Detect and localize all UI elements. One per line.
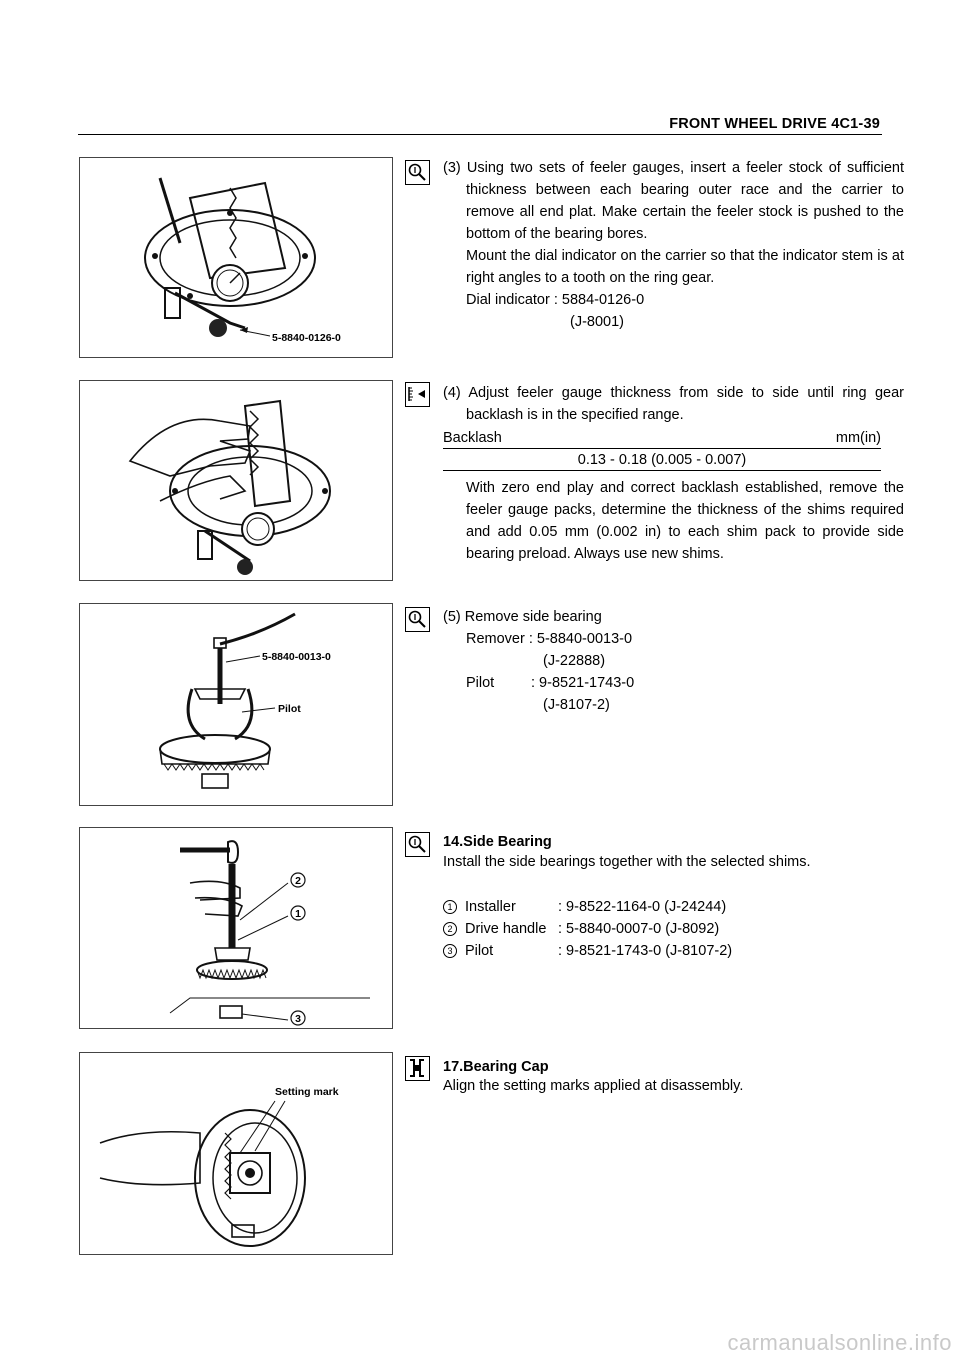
page-title: FRONT WHEEL DRIVE 4C1-39: [669, 116, 880, 132]
assemble-align-icon: [405, 1056, 430, 1081]
step14-title: 14.Side Bearing: [443, 834, 552, 850]
item-value: : 9-8521-1743-0 (J-8107-2): [558, 943, 733, 959]
step3-dial-mount: Mount the dial indicator on the carrier so that the indicator stem is at right angles to a tooth on the ring gear.: [466, 248, 904, 286]
step3-tool-alt: (J-8001): [570, 314, 624, 330]
fig-callout-installer: 1: [295, 908, 301, 920]
item-name: Installer: [465, 899, 516, 915]
backlash-unit: mm(in): [835, 430, 881, 446]
step5-pilot-name: Pilot: [466, 675, 495, 691]
fig-callout-drive-handle: 2: [295, 875, 301, 887]
fig-label-pilot: Pilot: [278, 703, 301, 715]
step5-pilot-num: : 9-8521-1743-0: [531, 675, 635, 691]
step17-title: 17.Bearing Cap: [443, 1059, 549, 1075]
step5-remover: Remover : 5-8840-0013-0: [466, 631, 633, 647]
step5-pilot-alt: (J-8107-2): [543, 697, 610, 713]
backlash-label: Backlash: [443, 430, 502, 446]
magnify-inspect-icon: [405, 607, 430, 632]
magnify-inspect-icon: [405, 160, 430, 185]
fig-label-setting-mark: Setting mark: [275, 1086, 339, 1098]
figure-install-side-bearing: [79, 827, 393, 1029]
step3-instruction: (3) Using two sets of feeler gauges, insert a feeler stock of sufficient thickness between each bearing outer race and the carrier to remove all end plat. Make certain the feeler stock is pushed to the bottom of the bearing bores.: [443, 160, 904, 242]
fig-callout-pilot: 3: [295, 1013, 301, 1025]
step17-instruction: Align the setting marks applied at disassembly.: [443, 1078, 744, 1094]
step3-tool-line: Dial indicator : 5884-0126-0: [466, 292, 645, 308]
figure-bearing-cap: [79, 1052, 393, 1255]
item-number: 2: [443, 922, 457, 936]
fig-label-remover: 5-8840-0013-0: [262, 651, 331, 663]
backlash-value: 0.13 - 0.18 (0.005 - 0.007): [577, 452, 747, 468]
backlash-spec-header: [443, 428, 881, 448]
step4-preload-note: With zero end play and correct backlash established, remove the feeler gauge packs, determine the thickness of the shims required and add 0.05 mm (0.002 in) to each shim pack to provide side bearing preload. Always use new shims.: [466, 480, 904, 562]
spec-divider: [443, 470, 881, 471]
figure-remove-side-bearing: [79, 603, 393, 806]
item-number: 3: [443, 944, 457, 958]
step14-item: [443, 896, 726, 918]
step14-item: [443, 940, 732, 962]
figure-dial-indicator: [79, 157, 393, 358]
item-name: Pilot: [465, 943, 494, 959]
item-name: Drive handle: [465, 921, 547, 937]
item-value: : 5-8840-0007-0 (J-8092): [558, 921, 720, 937]
footer-watermark: carmanualsonline.info: [727, 1330, 952, 1355]
figure-backlash-adjust: [79, 380, 393, 581]
item-value: : 9-8522-1164-0 (J-24244): [558, 899, 727, 915]
fig-label-dial-indicator: 5-8840-0126-0: [272, 332, 341, 344]
step4-instruction: (4) Adjust feeler gauge thickness from side to side until ring gear backlash is in the specified range.: [443, 385, 904, 423]
step5-remover-alt: (J-22888): [543, 653, 606, 669]
measure-scale-icon: [405, 382, 430, 407]
magnify-inspect-icon: [405, 832, 430, 857]
step14-item: [443, 918, 719, 940]
item-number: 1: [443, 900, 457, 914]
step14-instruction: Install the side bearings together with the selected shims.: [443, 854, 811, 870]
spec-divider: [443, 448, 881, 449]
page-header: [78, 116, 882, 135]
step5-instruction: (5) Remove side bearing: [443, 609, 602, 625]
